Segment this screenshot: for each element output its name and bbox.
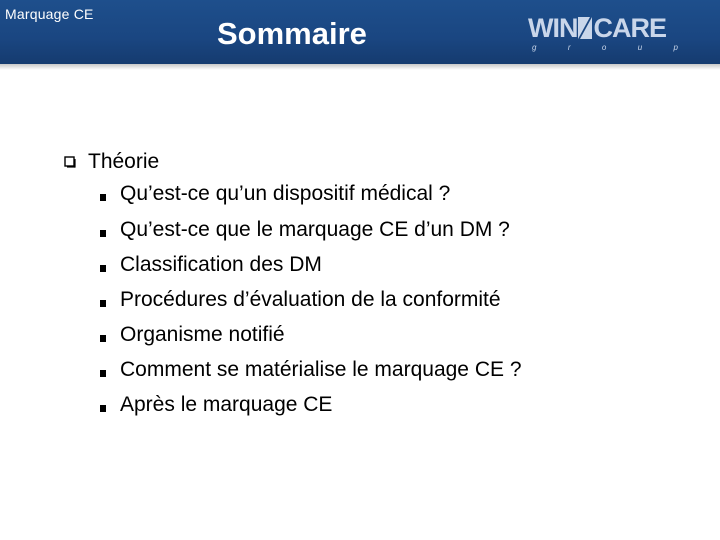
page-title: Sommaire xyxy=(217,16,367,51)
hollow-square-bullet-icon xyxy=(64,156,76,168)
logo-sub-letter: r xyxy=(567,43,571,52)
solid-square-bullet-icon xyxy=(100,230,106,237)
logo-subtitle xyxy=(532,43,678,52)
list-item: Comment se matérialise le marquage CE ? xyxy=(120,358,522,381)
logo-wordmark xyxy=(528,13,666,43)
logo-text-right: CARE xyxy=(593,13,666,43)
list-item: Qu’est-ce que le marquage CE d’un DM ? xyxy=(120,218,510,241)
logo-sub-letter: g xyxy=(532,43,537,52)
solid-square-bullet-icon xyxy=(100,300,106,307)
list-item: Procédures d’évaluation de la conformité xyxy=(120,288,501,311)
logo-sub-letter: p xyxy=(673,43,678,52)
list-item: Organisme notifié xyxy=(120,323,285,346)
logo-sub-letter: u xyxy=(637,43,643,52)
logo-sub-letter: o xyxy=(601,43,607,52)
wincare-logo xyxy=(528,13,678,53)
section-heading: Théorie xyxy=(88,150,160,173)
logo-text-left: WIN xyxy=(528,13,578,43)
logo-slash-icon xyxy=(578,17,592,39)
solid-square-bullet-icon xyxy=(100,405,106,412)
solid-square-bullet-icon xyxy=(100,265,106,272)
list-item: Qu’est-ce qu’un dispositif médical ? xyxy=(120,182,451,205)
solid-square-bullet-icon xyxy=(100,194,106,201)
solid-square-bullet-icon xyxy=(100,335,106,342)
header-shadow xyxy=(0,64,720,70)
solid-square-bullet-icon xyxy=(100,370,106,377)
list-item: Après le marquage CE xyxy=(120,393,333,416)
list-item: Classification des DM xyxy=(120,253,322,276)
corner-label: Marquage CE xyxy=(5,6,94,22)
